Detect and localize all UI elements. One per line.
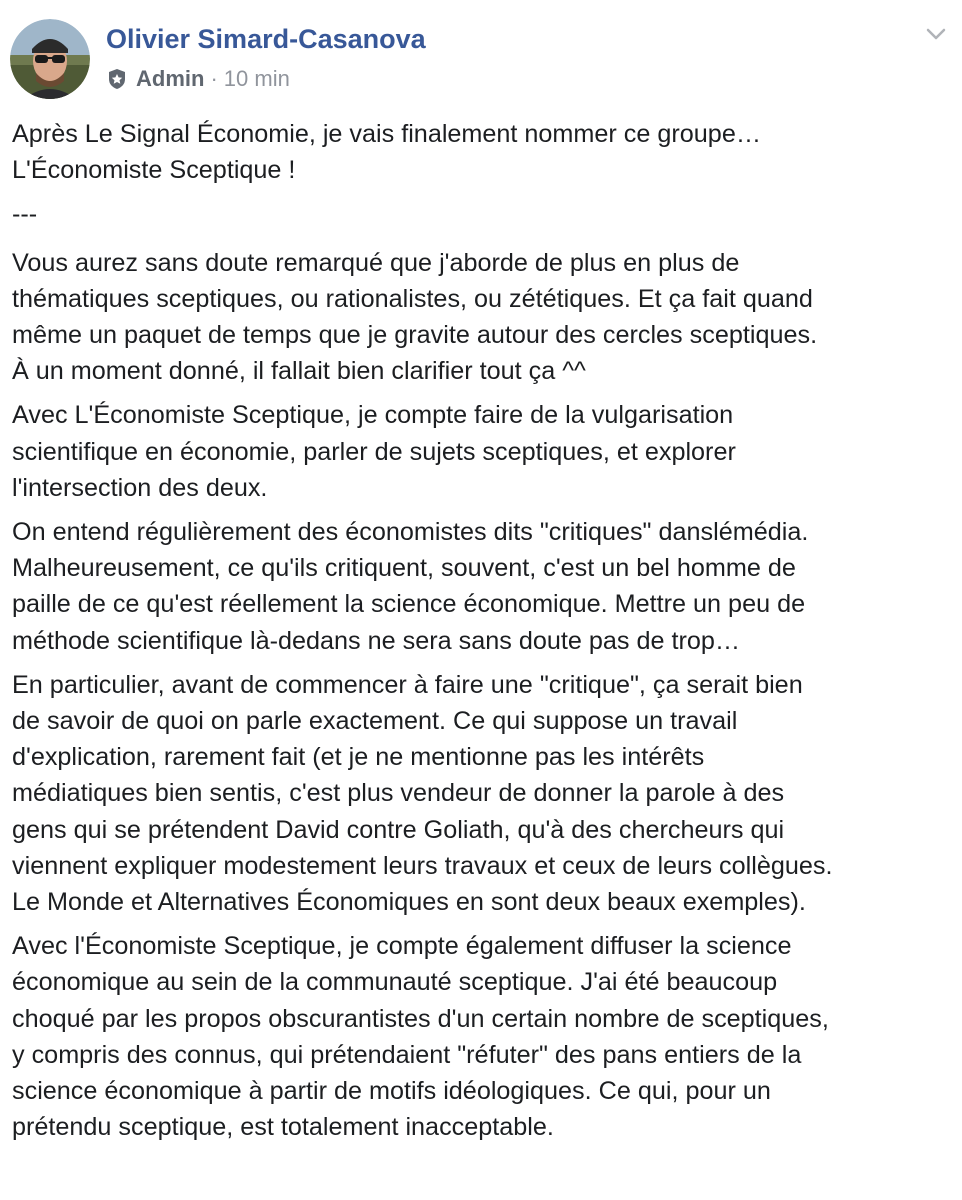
text-line: paille de ce qu'est réellement la science économique. Mettre un peu de (12, 590, 806, 619)
paragraph-separator (12, 196, 952, 232)
text-line: économique au sein de la communauté sceptique. J'ai été beaucoup (12, 968, 778, 997)
text-line: Malheureusement, ce qu'ils critiquent, souvent, c'est un bel homme de (12, 554, 796, 583)
text-line: thématiques sceptiques, ou rationalistes, ou zététiques. Et ça fait quand (12, 284, 813, 313)
text-line: gens qui se prétendent David contre Goliath, qu'à des chercheurs qui (12, 815, 785, 844)
paragraph-community (12, 928, 952, 1145)
text-line: --- (12, 200, 38, 229)
post-header (0, 0, 962, 110)
shield-badge-icon (106, 68, 128, 90)
post-body (12, 116, 952, 1153)
text-line: d'explication, rarement fait (et je ne mentionne pas les intérêts (12, 743, 705, 772)
text-line: viennent expliquer modestement leurs travaux et ceux de leurs collègues. (12, 851, 833, 880)
post-meta (106, 66, 290, 92)
post-menu-button[interactable] (922, 22, 950, 46)
avatar[interactable] (10, 19, 90, 99)
author-name[interactable]: Olivier Simard-Casanova (106, 24, 426, 54)
text-line: À un moment donné, il fallait bien clarifier tout ça ^^ (12, 357, 586, 386)
text-line: Avec l'Économiste Sceptique, je compte également diffuser la science (12, 932, 792, 961)
text-line: prétendu sceptique, est totalement inacceptable. (12, 1113, 554, 1142)
paragraph-intro (12, 116, 952, 188)
text-line: L'Économiste Sceptique ! (12, 156, 296, 185)
paragraph-explanation (12, 667, 952, 920)
text-line: méthode scientifique là-dedans ne sera sans doute pas de trop… (12, 626, 741, 655)
text-line: médiatiques bien sentis, c'est plus vendeur de donner la parole à des (12, 779, 785, 808)
avatar-photo (10, 19, 90, 99)
text-line: de savoir de quoi on parle exactement. Ce qui suppose un travail (12, 707, 738, 736)
post-timestamp[interactable]: 10 min (223, 66, 290, 91)
text-line: science économique à partir de motifs idéologiques. Ce qui, pour un (12, 1077, 771, 1106)
text-line: y compris des connus, qui prétendaient "réfuter" des pans entiers de la (12, 1040, 802, 1069)
paragraph-critics (12, 514, 952, 659)
meta-separator: · (210, 66, 218, 91)
text-line: scientifique en économie, parler de sujets sceptiques, et explorer (12, 437, 736, 466)
text-line: En particulier, avant de commencer à faire une "critique", ça serait bien (12, 670, 803, 699)
text-line: Avec L'Économiste Sceptique, je compte faire de la vulgarisation (12, 401, 734, 430)
text-line: Vous aurez sans doute remarqué que j'aborde de plus en plus de (12, 248, 740, 277)
text-line: choqué par les propos obscurantistes d'un certain nombre de sceptiques, (12, 1004, 829, 1033)
role-label: Admin (136, 66, 205, 91)
chevron-down-icon (922, 22, 950, 46)
paragraph-goals (12, 397, 952, 506)
text-line: même un paquet de temps que je gravite autour des cercles sceptiques. (12, 321, 818, 350)
text-line: On entend régulièrement des économistes dits "critiques" danslémédia. (12, 518, 809, 547)
text-line: Après Le Signal Économie, je vais finalement nommer ce groupe… (12, 120, 762, 148)
paragraph-themes (12, 245, 952, 390)
text-line: l'intersection des deux. (12, 473, 268, 502)
text-line: Le Monde et Alternatives Économiques en sont deux beaux exemples). (12, 888, 806, 917)
